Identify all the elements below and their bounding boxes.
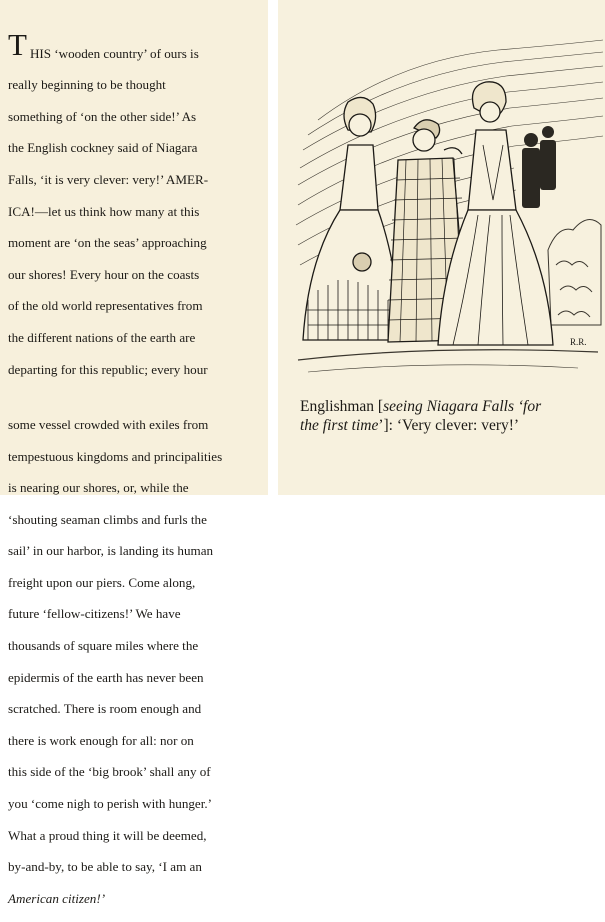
- line: thousands of square miles where the: [8, 638, 199, 654]
- page-gutter: [268, 0, 278, 495]
- line: tempestuous kingdoms and principalities: [8, 448, 223, 464]
- caption-close: ’]: ‘Very clever: very!’: [378, 417, 520, 434]
- line: freight upon our piers. Come along,: [8, 574, 196, 590]
- line: epidermis of the earth has never been: [8, 669, 204, 685]
- line: future ‘fellow-citizens!’ We have: [8, 606, 181, 622]
- line: Falls, ‘it is very clever: very!’ AMER-: [8, 171, 209, 187]
- artist-signature: R.R.: [570, 337, 587, 347]
- line: ‘shouting seaman climbs and furls the: [8, 511, 207, 527]
- line: by-and-by, to be able to say, ‘I am an: [8, 859, 202, 875]
- line: ICA!—let us think how many at this: [8, 203, 200, 219]
- line: this side of the ‘big brook’ shall any of: [8, 764, 211, 780]
- line: the different nations of the earth are: [8, 329, 196, 345]
- woman-left: [303, 97, 403, 340]
- caption: [300, 397, 600, 435]
- right-page: [278, 0, 605, 495]
- line: HIS ‘wooden country’ of ours is: [29, 45, 199, 61]
- left-page: [0, 0, 268, 906]
- line: really beginning to be thought: [8, 77, 166, 93]
- line: of the old world representatives from: [8, 298, 203, 314]
- line: there is work enough for all: nor on: [8, 732, 194, 748]
- caption-speaker: Englishman [: [300, 398, 384, 415]
- line: moment are ‘on the seas’ approaching: [8, 235, 207, 251]
- line: What a proud thing it will be deemed,: [8, 827, 207, 843]
- paragraph-gap: [8, 393, 263, 401]
- line: the English cockney said of Niagara: [8, 140, 198, 156]
- caption-stage-2: the first time: [300, 417, 379, 434]
- line: you ‘come nigh to perish with hunger.’: [8, 796, 213, 812]
- line: sail’ in our harbor, is landing its human: [8, 543, 214, 559]
- bushes: [548, 220, 601, 325]
- cartoon-illustration: [278, 0, 605, 390]
- line: American citizen!’: [8, 890, 106, 906]
- ground: [298, 350, 598, 372]
- line: departing for this republic; every hour: [8, 361, 208, 377]
- drop-cap: T: [8, 26, 27, 62]
- caption-stage: seeing Niagara Falls ‘for: [383, 398, 542, 415]
- line: scratched. There is room enough and: [8, 701, 202, 717]
- line: something of ‘on the other side!’ As: [8, 108, 197, 124]
- distant-figures: [522, 126, 556, 208]
- line: is nearing our shores, or, while the: [8, 480, 189, 496]
- line: our shores! Every hour on the coasts: [8, 266, 200, 282]
- article-text: [8, 14, 263, 922]
- line: some vessel crowded with exiles from: [8, 416, 209, 432]
